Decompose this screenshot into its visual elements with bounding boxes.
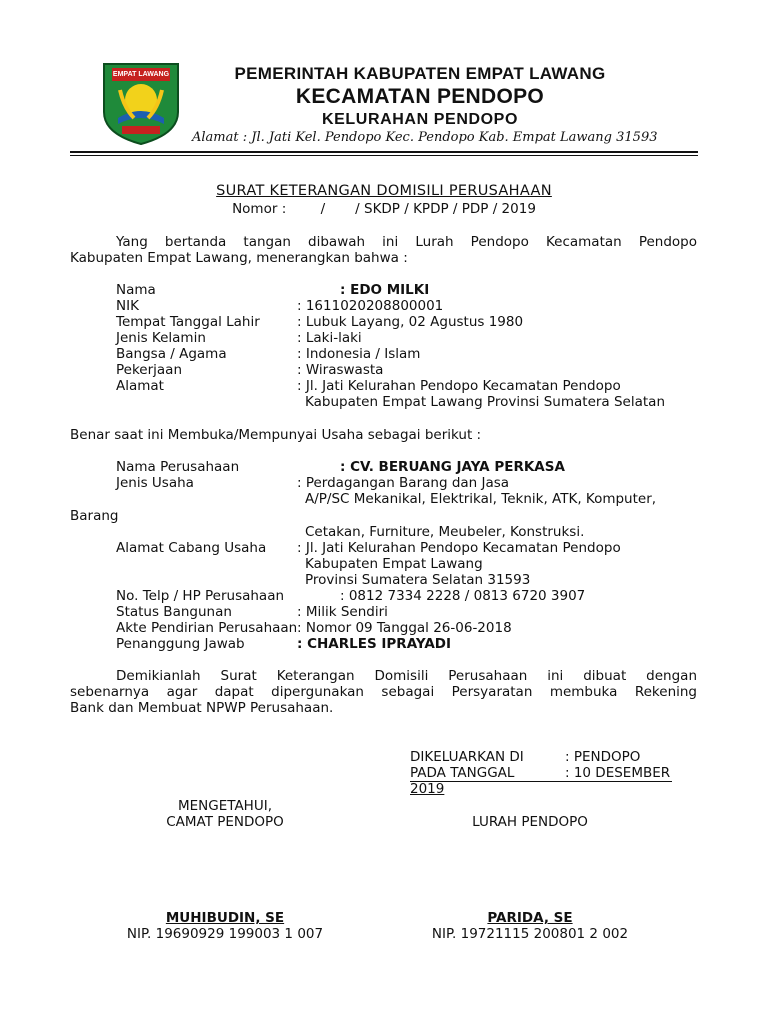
building-status-label: Status Bangunan: [116, 604, 232, 620]
person-nationality-label: Bangsa / Agama: [116, 346, 227, 362]
company-phone-value: : 0812 7334 2228 / 0813 6720 3907: [340, 588, 586, 604]
person-name-label: Nama: [116, 282, 156, 298]
intro-line-1: Yang bertanda tangan dibawah ini Lurah Pendopo Kecamatan Pendopo: [116, 234, 697, 250]
camat-title: CAMAT PENDOPO: [166, 814, 284, 830]
company-name-value: : CV. BERUANG JAYA PERKASA: [340, 459, 565, 475]
header-district: KECAMATAN PENDOPO: [295, 85, 545, 108]
company-phone-label: No. Telp / HP Perusahaan: [116, 588, 285, 604]
person-address-value-2: Kabupaten Empat Lawang Provinsi Sumatera Selatan: [305, 394, 666, 410]
issued-date-value: : 10 DESEMBER: [565, 765, 671, 781]
closing-line-3: Bank dan Membuat NPWP Perusahaan.: [70, 700, 334, 716]
person-nationality-value: : Indonesia / Islam: [297, 346, 421, 362]
responsible-person-label: Penanggung Jawab: [116, 636, 245, 652]
closing-line-1: Demikianlah Surat Keterangan Domisili Perusahaan ini dibuat dengan: [116, 668, 697, 684]
branch-address-label: Alamat Cabang Usaha: [116, 540, 267, 556]
business-type-value-3: Barang: [70, 508, 119, 524]
camat-nip: NIP. 19690929 199003 1 007: [126, 926, 324, 942]
person-address-value-1: : Jl. Jati Kelurahan Pendopo Kecamatan Pendopo: [297, 378, 621, 394]
branch-address-value-2: Kabupaten Empat Lawang: [305, 556, 483, 572]
building-status-value: : Milik Sendiri: [297, 604, 388, 620]
person-nik-label: NIK: [116, 298, 139, 314]
issued-place-value: : PENDOPO: [565, 749, 641, 765]
person-occupation-label: Pekerjaan: [116, 362, 183, 378]
business-type-value-1: : Perdagangan Barang dan Jasa: [297, 475, 510, 491]
header-divider-thick: [70, 151, 698, 153]
branch-address-value-3: Provinsi Sumatera Selatan 31593: [305, 572, 531, 588]
header-divider-thin: [70, 155, 698, 156]
lurah-title: LURAH PENDOPO: [472, 814, 588, 830]
issued-date-label: PADA TANGGAL: [410, 765, 515, 781]
person-gender-label: Jenis Kelamin: [116, 330, 206, 346]
business-type-value-2: A/P/SC Mekanikal, Elektrikal, Teknik, ATK, Komputer,: [305, 491, 657, 507]
header-address: Alamat : Jl. Jati Kel. Pendopo Kec. Pendopo Kab. Empat Lawang 31593: [192, 130, 658, 145]
deed-label: Akte Pendirian Perusahaan: [116, 620, 298, 636]
person-gender-value: : Laki-laki: [297, 330, 362, 346]
business-type-value-4: Cetakan, Furniture, Meubeler, Konstruksi.: [305, 524, 585, 540]
lurah-name: PARIDA, SE: [487, 910, 573, 926]
person-birth-value: : Lubuk Layang, 02 Agustus 1980: [297, 314, 524, 330]
letter-title: SURAT KETERANGAN DOMISILI PERUSAHAAN: [216, 183, 552, 199]
responsible-person-value: : CHARLES IPRAYADI: [297, 636, 452, 652]
header-government: PEMERINTAH KABUPATEN EMPAT LAWANG: [234, 64, 606, 83]
issued-date-row: [410, 765, 672, 782]
person-occupation-value: : Wiraswasta: [297, 362, 384, 378]
intro-line-2: Kabupaten Empat Lawang, menerangkan bahwa :: [70, 250, 408, 266]
person-name-value: : EDO MILKI: [340, 282, 430, 298]
acknowledged-label: MENGETAHUI,: [177, 798, 272, 814]
business-intro: Benar saat ini Membuka/Mempunyai Usaha sebagai berikut :: [70, 427, 482, 443]
issued-date-year: 2019: [410, 781, 445, 797]
business-type-label: Jenis Usaha: [116, 475, 194, 491]
header-village: KELURAHAN PENDOPO: [322, 111, 518, 128]
person-nik-value: : 1611020208800001: [297, 298, 444, 314]
emblem-label: EMPAT LAWANG: [112, 71, 170, 78]
person-address-label: Alamat: [116, 378, 164, 394]
camat-name: MUHIBUDIN, SE: [165, 910, 285, 926]
lurah-nip: NIP. 19721115 200801 2 002: [431, 926, 629, 942]
issued-place-label: DIKELUARKAN DI: [410, 749, 524, 765]
person-birth-label: Tempat Tanggal Lahir: [116, 314, 260, 330]
closing-line-2: sebenarnya agar dapat dipergunakan sebagai Persyaratan membuka Rekening: [70, 684, 697, 700]
branch-address-value-1: : Jl. Jati Kelurahan Pendopo Kecamatan Pendopo: [297, 540, 621, 556]
letter-number: Nomor : / / SKDP / KPDP / PDP / 2019: [232, 201, 536, 217]
regency-emblem: [100, 60, 182, 146]
company-name-label: Nama Perusahaan: [116, 459, 240, 475]
deed-value: : Nomor 09 Tanggal 26-06-2018: [297, 620, 512, 636]
